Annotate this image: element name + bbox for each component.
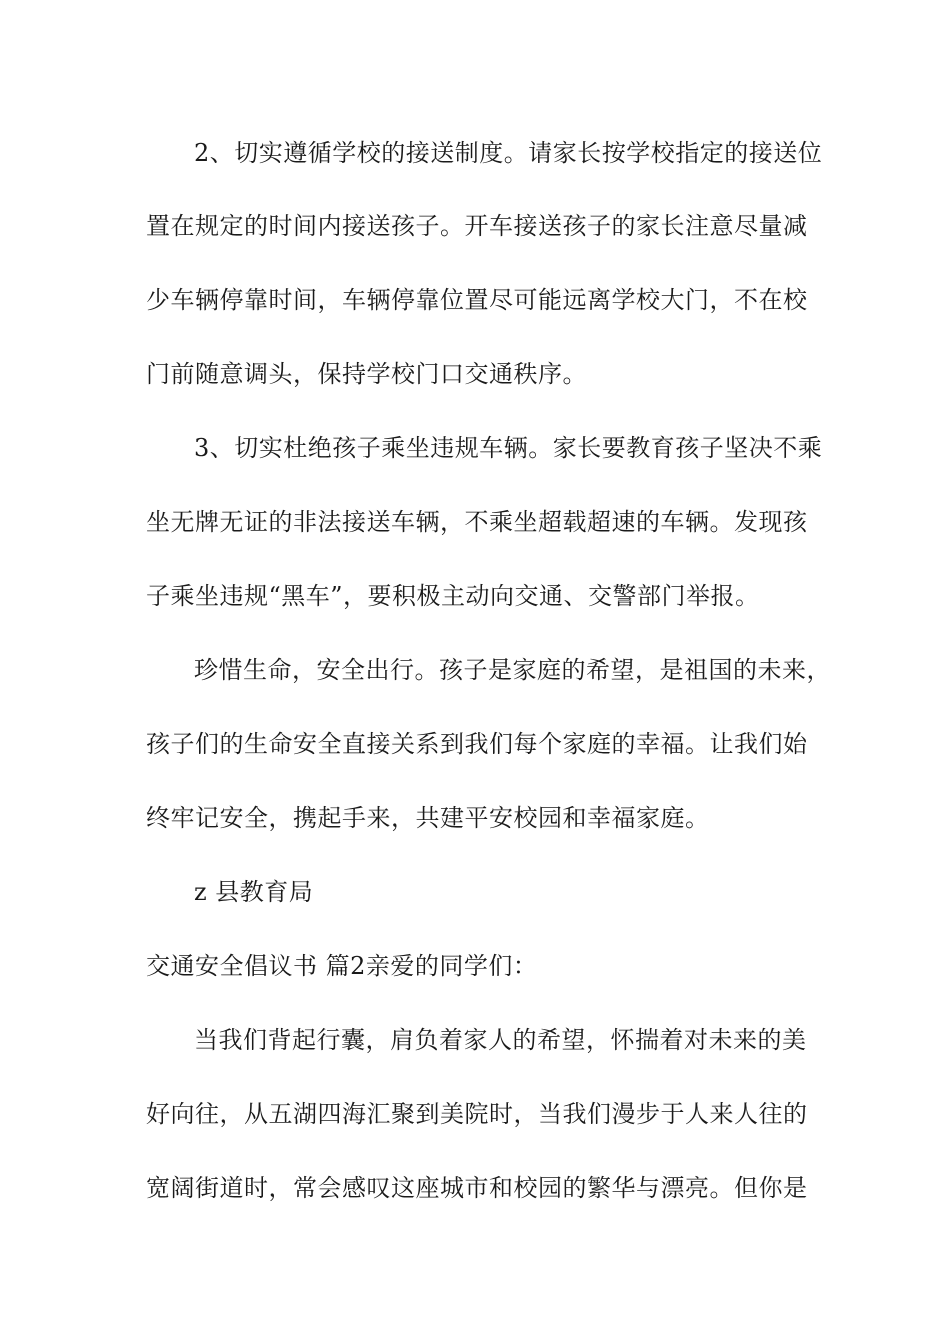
paragraph-line: 门前随意调头，保持学校门口交通秩序。 <box>146 360 587 388</box>
paragraph-line: 2、切实遵循学校的接送制度。请家长按学校指定的接送位 <box>194 139 823 167</box>
paragraph-line: 少车辆停靠时间，车辆停靠位置尽可能远离学校大门，不在校 <box>146 286 808 314</box>
paragraph-line: 当我们背起行囊，肩负着家人的希望，怀揣着对未来的美 <box>194 1026 807 1054</box>
signature-line: z 县教育局 <box>194 878 314 906</box>
paragraph-line: 珍惜生命，安全出行。孩子是家庭的希望，是祖国的未来， <box>194 656 831 684</box>
section-heading: 交通安全倡议书 篇2亲爱的同学们： <box>146 952 538 980</box>
paragraph-line: 3、切实杜绝孩子乘坐违规车辆。家长要教育孩子坚决不乘 <box>194 434 823 462</box>
paragraph-line: 好向往，从五湖四海汇聚到美院时，当我们漫步于人来人往的 <box>146 1100 808 1128</box>
paragraph-line: 宽阔街道时，常会感叹这座城市和校园的繁华与漂亮。但你是 <box>146 1174 808 1202</box>
paragraph-line: 孩子们的生命安全直接关系到我们每个家庭的幸福。让我们始 <box>146 730 808 758</box>
paragraph-line: 子乘坐违规“黑车”，要积极主动向交通、交警部门举报。 <box>146 582 760 610</box>
paragraph-line: 坐无牌无证的非法接送车辆，不乘坐超载超速的车辆。发现孩 <box>146 508 808 536</box>
paragraph-line: 置在规定的时间内接送孩子。开车接送孩子的家长注意尽量减 <box>146 212 808 240</box>
paragraph-line: 终牢记安全，携起手来，共建平安校园和幸福家庭。 <box>146 804 710 832</box>
